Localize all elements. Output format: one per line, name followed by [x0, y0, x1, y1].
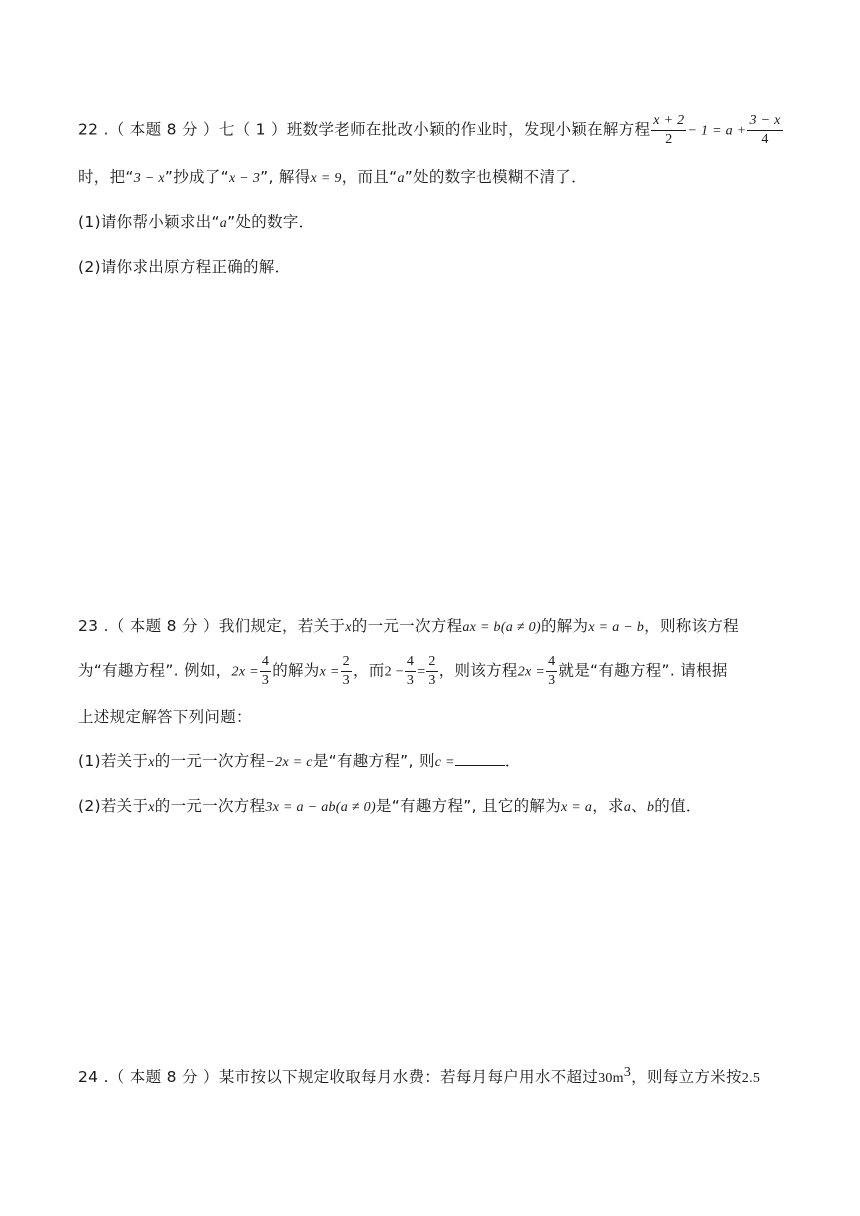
example2-fraction: [546, 653, 557, 689]
text-segment: 为“有趣方程”. 例如，: [78, 661, 232, 680]
example-solution-lhs: x =: [319, 664, 340, 680]
text-segment: 的值．: [654, 797, 702, 815]
fraction-numerator: 3 − x: [747, 112, 782, 131]
copied-expression: x − 3: [228, 171, 261, 186]
q23-line1: [78, 614, 739, 636]
text-segment: ，则该方程: [438, 661, 518, 680]
q22-fraction-right: [747, 112, 782, 148]
text-segment: ，则称该方程: [644, 617, 739, 635]
equals-sign: =: [417, 664, 426, 680]
variable-a: a: [219, 216, 228, 231]
fraction-numerator: 4: [546, 653, 557, 672]
fraction-denominator: 3: [406, 672, 415, 688]
cubic-superscript: 3: [623, 1065, 632, 1080]
text-segment: ，而: [352, 661, 385, 680]
variable-x: x: [345, 620, 352, 635]
q23-line2: [78, 653, 728, 689]
text-segment: (2)请你求出原方程正确的解．: [78, 258, 291, 276]
q22-line1: [78, 112, 784, 148]
example-equation-lhs: 2x =: [231, 664, 259, 680]
part1-answer-label: c =: [434, 755, 455, 770]
q24-line1: [78, 1065, 760, 1087]
text-segment: ”抄成了“: [164, 168, 229, 186]
q23-header: 23 .（ 本题 8 分 ）我们规定，若关于: [78, 617, 346, 635]
q22-part2: [78, 255, 290, 277]
part2-solution: x = a: [561, 800, 593, 815]
fraction-denominator: 3: [342, 672, 350, 688]
fraction-numerator: x + 2: [651, 112, 686, 131]
text-segment: 、: [631, 797, 647, 815]
text-segment: 是“有趣方程”, 则: [312, 752, 435, 770]
text-segment: (2)若关于: [78, 797, 149, 815]
water-limit: 30m: [598, 1071, 624, 1087]
text-segment: 时，把“: [78, 168, 134, 186]
fraction-numerator: 2: [341, 653, 352, 672]
text-segment: ，而且“: [341, 168, 398, 186]
variable-x: x: [148, 755, 155, 770]
fraction-numerator: 4: [260, 653, 271, 672]
fraction-numerator: 2: [426, 653, 437, 672]
q23-part1: [78, 749, 521, 771]
text-segment: ，则每立方米按: [631, 1068, 742, 1087]
q23-line3: [78, 705, 252, 727]
example-fraction: [260, 653, 271, 689]
text-segment: 就是“有趣方程”. 请根据: [558, 661, 728, 680]
q22-eq-mid: − 1 = a +: [687, 123, 747, 139]
answer-blank[interactable]: [455, 753, 505, 766]
fraction-denominator: 2: [665, 131, 673, 147]
general-equation: ax = b(a ≠ 0): [462, 620, 541, 635]
example-check-fraction-1: [405, 653, 416, 689]
fraction-denominator: 3: [548, 672, 556, 688]
text-segment: 的一元一次方程: [154, 797, 266, 815]
general-solution: x = a − b: [588, 620, 645, 635]
variable-a: a: [623, 800, 632, 815]
text-segment: ”处的数字也模糊不清了．: [404, 168, 587, 186]
fraction-numerator: 4: [405, 653, 416, 672]
q23-part2: [78, 794, 702, 816]
text-segment: 的一元一次方程: [351, 617, 463, 635]
fraction-denominator: 4: [761, 131, 769, 147]
q22-part1: [78, 210, 314, 232]
text-segment: ．: [504, 752, 521, 770]
example-check-lhs: 2 −: [384, 664, 404, 680]
example-solution-fraction: [341, 653, 352, 689]
text-segment: 上述规定解答下列问题：: [78, 708, 252, 726]
example2-equation-lhs: 2x =: [517, 664, 546, 680]
text-segment: 是“有趣方程”, 且它的解为: [375, 797, 562, 815]
text-segment: 的解为: [272, 661, 320, 680]
wrong-solution: x = 9: [310, 171, 342, 186]
fraction-denominator: 3: [428, 672, 436, 688]
text-segment: 的解为: [540, 617, 589, 635]
q22-header: 22 .（ 本题 8 分 ）七（ 1 ）班数学老师在批改小颖的作业时，发现小颖在解方程: [78, 120, 651, 139]
text-segment: ”, 解得: [260, 168, 311, 186]
q22-fraction-left: [651, 112, 686, 148]
variable-b: b: [646, 800, 655, 815]
text-segment: ，求: [592, 797, 624, 815]
part1-equation: −2x = c: [265, 755, 313, 770]
text-segment: (1)若关于: [78, 752, 149, 770]
q24-header: 24 .（ 本题 8 分 ）某市按以下规定收取每月水费：若每月每户用水不超过: [78, 1068, 599, 1087]
unit-price: 2.5: [741, 1071, 761, 1087]
fraction-denominator: 3: [261, 672, 270, 688]
variable-x: x: [148, 800, 155, 815]
q22-line2: [78, 165, 587, 187]
wrong-expression: 3 − x: [133, 171, 165, 186]
text-segment: ”处的数字．: [227, 213, 315, 231]
text-segment: 的一元一次方程: [154, 752, 266, 770]
text-segment: (1)请你帮小颖求出“: [78, 213, 220, 231]
variable-a: a: [397, 171, 405, 186]
part2-equation: 3x = a − ab(a ≠ 0): [265, 800, 376, 815]
example-check-fraction-2: [426, 653, 437, 689]
